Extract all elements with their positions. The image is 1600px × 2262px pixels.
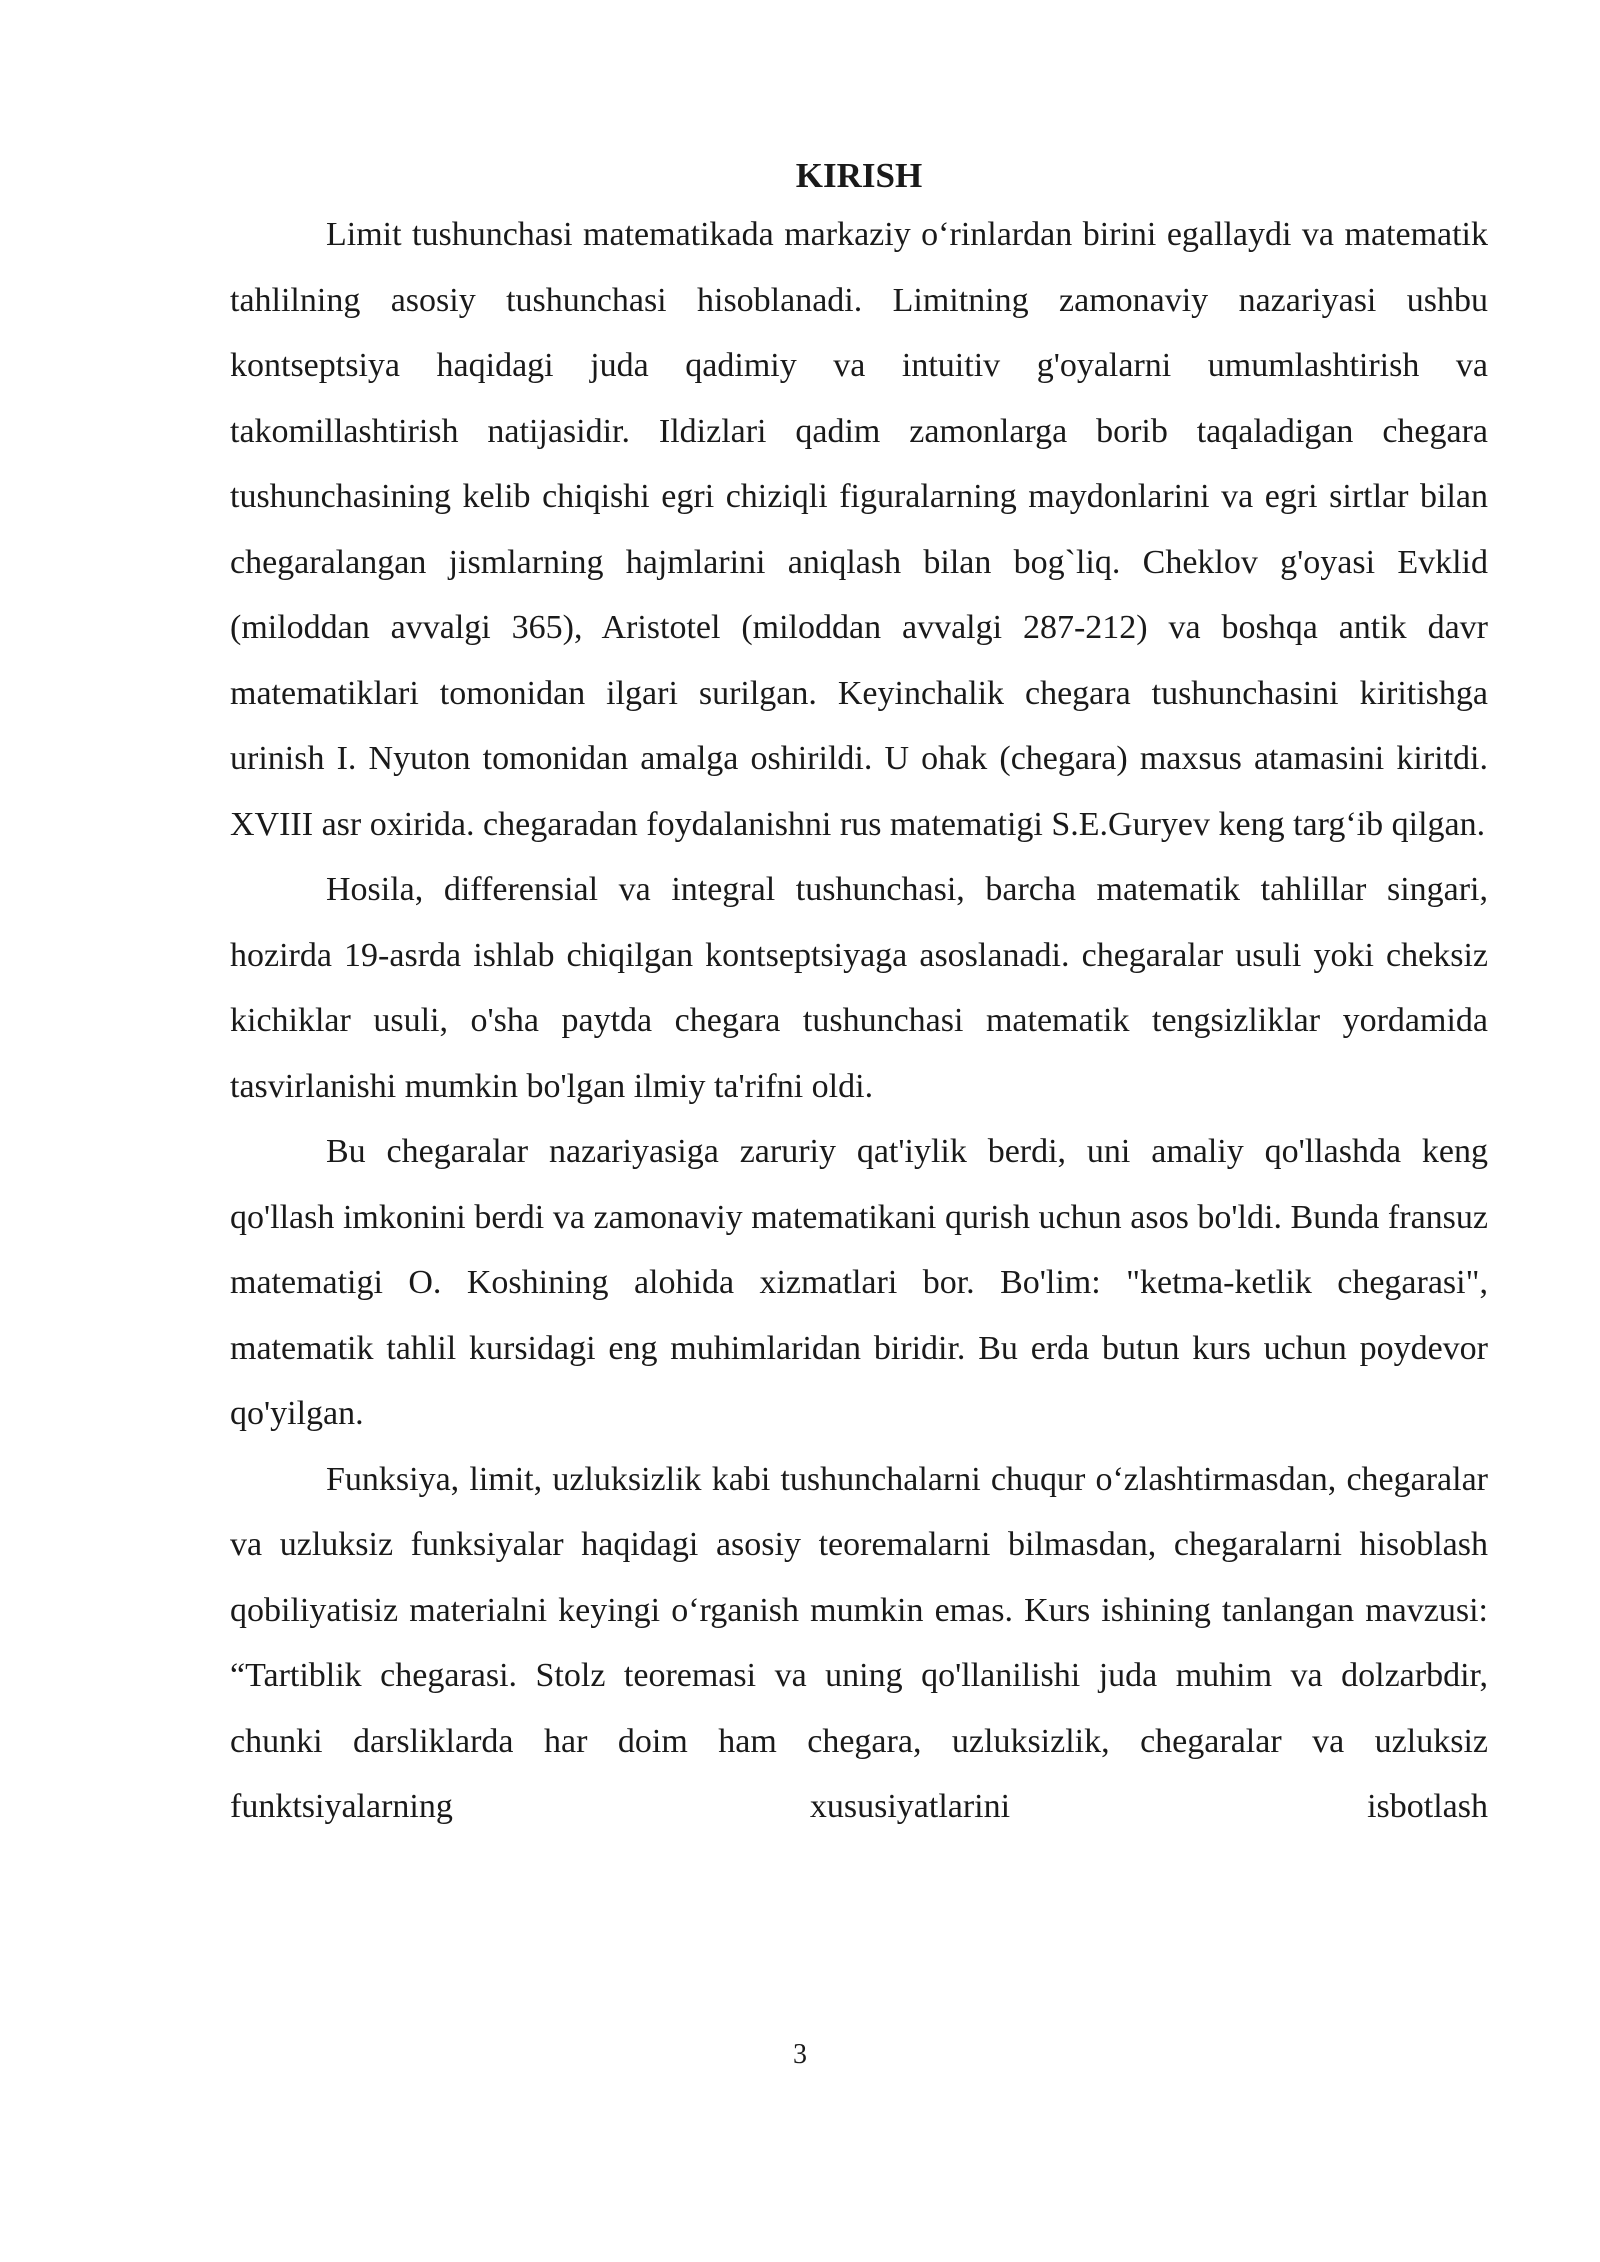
section-title: KIRISH — [795, 156, 923, 195]
paragraph-1: Limit tushunchasi matematikada markaziy o‘rinlardan birini egallaydi va matematik tahlilning asosiy tushunchasi hisoblanadi. Limitning zamonaviy nazariyasi ushbu kontseptsiya haqidagi juda qadimiy va intuitiv g'oyalarni umumlashtirish va takomillashtirish natijasidir. Ildizlari qadim zamonlarga borib taqaladigan chegara tushunchasining kelib chiqishi egri chiziqli figuralarning maydonlarini va egri sirtlar bilan chegaralangan jismlarning hajmlarini aniqlash bilan bog`liq. Cheklov g'oyasi Evklid (miloddan avvalgi 365), Aristotel (miloddan avvalgi 287-212) va boshqa antik davr matematiklari tomonidan ilgari surilgan. Keyinchalik chegara tushunchasini kiritishga urinish I. Nyuton tomonidan amalga oshirildi. U ohak (chegara) maxsus atamasini kiritdi. XVIII asr oxirida. chegaradan foydalanishni rus matematigi S.E.Guryev keng targ‘ib qilgan. — [230, 216, 1488, 843]
paragraph-4: Funksiya, limit, uzluksizlik kabi tushunchalarni chuqur o‘zlashtirmasdan, chegaralar va uzluksiz funksiyalar haqidagi asosiy teoremalarni bilmasdan, chegaralarni hisoblash qobiliyatisiz materialni keyingi o‘rganish mumkin emas. Kurs ishining tanlangan mavzusi: “Tartiblik chegarasi. Stolz teoremasi va uning qo'llanilishi juda muhim va dolzarbdir, chunki darsliklarda har doim ham chegara, uzluksizlik, chegaralar va uzluksiz funktsiyalarning xususiyatlarini isbotlash — [230, 1460, 1488, 1825]
paragraph-3: Bu chegaralar nazariyasiga zaruriy qat'iylik berdi, uni amaliy qo'llashda keng qo'llash imkonini berdi va zamonaviy matematikani qurish uchun asos bo'ldi. Bunda fransuz matematigi O. Koshining alohida xizmatlari bor. Bo'lim: "ketma-ketlik chegarasi", matematik tahlil kursidagi eng muhimlaridan biridir. Bu erda butun kurs uchun poydevor qo'yilgan. — [230, 1133, 1488, 1432]
page-number: 3 — [793, 2039, 807, 2070]
document-body — [230, 150, 1488, 1840]
paragraph-2: Hosila, differensial va integral tushunchasi, barcha matematik tahlillar singari, hozirda 19-asrda ishlab chiqilgan kontseptsiyaga asoslanadi. chegaralar usuli yoki cheksiz kichiklar usuli, o'sha paytda chegara tushunchasi matematik tengsizliklar yordamida tasvirlanishi mumkin bo'lgan ilmiy ta'rifni oldi. — [230, 871, 1488, 1105]
